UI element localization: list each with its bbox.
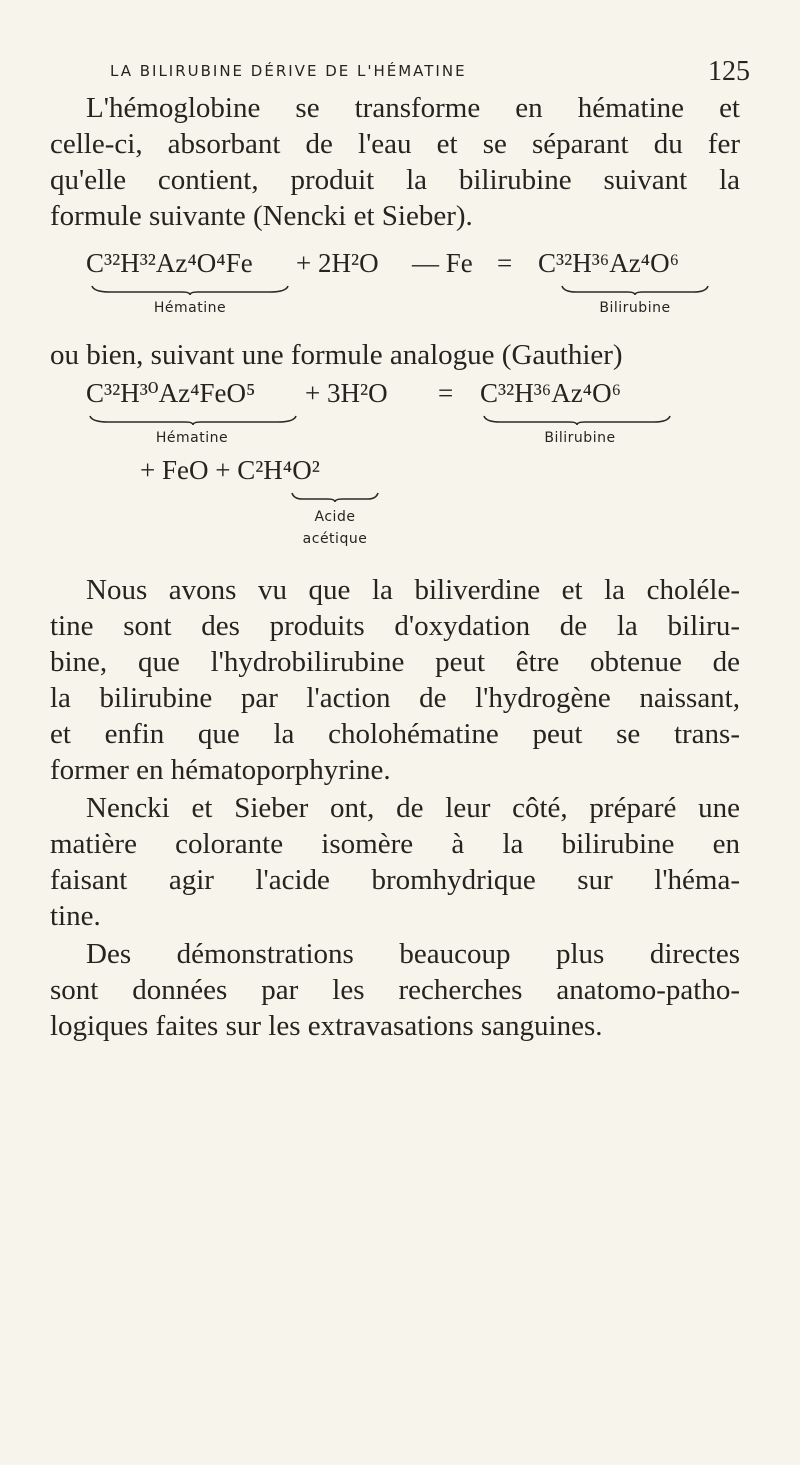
text-line: faisant agir l'acide bromhydrique sur l'héma- bbox=[50, 864, 740, 896]
text-line: sont données par les recherches anatomo-patho- bbox=[50, 974, 740, 1006]
label-hematine: Hématine bbox=[153, 300, 227, 316]
formula-water: + 2H²O bbox=[296, 248, 379, 278]
text-line: L'hémoglobine se transforme en hématine et bbox=[86, 92, 740, 124]
text-line: celle-ci, absorbant de l'eau et se séparant du fer bbox=[50, 128, 740, 160]
formula-bilirubine-2: C³²H³⁶Az⁴O⁶ bbox=[480, 378, 622, 408]
formula-hematine: C³²H³²Az⁴O⁴Fe bbox=[86, 248, 253, 278]
text-line: former en hématoporphyrine. bbox=[50, 754, 391, 786]
text-line: Nous avons vu que la biliverdine et la choléle- bbox=[86, 574, 740, 606]
text-line: et enfin que la cholohématine peut se trans- bbox=[50, 718, 740, 750]
text-line-gauthier: ou bien, suivant une formule analogue (Gauthier) bbox=[50, 339, 623, 371]
label-acetic: acétique bbox=[302, 531, 368, 547]
label-bilirubine-2: Bilirubine bbox=[544, 430, 616, 446]
underbrace-acid bbox=[290, 491, 380, 503]
underbrace-bilirubine-2 bbox=[482, 414, 672, 426]
formula-products: + FeO + C²H⁴O² bbox=[140, 455, 320, 485]
label-acid: Acide bbox=[314, 509, 356, 525]
label-bilirubine: Bilirubine bbox=[599, 300, 671, 316]
label-hematine-2: Hématine bbox=[155, 430, 229, 446]
text-line: formule suivante (Nencki et Sieber). bbox=[50, 200, 473, 232]
formula-equals-2: = bbox=[438, 378, 454, 408]
running-title: LA BILIRUBINE DÉRIVE DE L'HÉMATINE bbox=[110, 62, 467, 80]
text-line: la bilirubine par l'action de l'hydrogène naissant, bbox=[50, 682, 740, 714]
underbrace-hematine bbox=[90, 284, 290, 296]
text-line: qu'elle contient, produit la bilirubine suivant la bbox=[50, 164, 740, 196]
underbrace-bilirubine bbox=[560, 284, 710, 296]
text-line: tine sont des produits d'oxydation de la biliru- bbox=[50, 610, 740, 642]
text-line: logiques faites sur les extravasations sanguines. bbox=[50, 1010, 603, 1042]
underbrace-hematine-2 bbox=[88, 414, 298, 426]
text-line: Nencki et Sieber ont, de leur côté, préparé une bbox=[86, 792, 740, 824]
text-line: bine, que l'hydrobilirubine peut être obtenue de bbox=[50, 646, 740, 678]
formula-equals: = bbox=[497, 248, 513, 278]
formula-minus-iron: — Fe bbox=[412, 248, 473, 278]
text-line: matière colorante isomère à la bilirubine en bbox=[50, 828, 740, 860]
formula-bilirubine: C³²H³⁶Az⁴O⁶ bbox=[538, 248, 680, 278]
formula-hematine-2: C³²H³⁰Az⁴FeO⁵ bbox=[86, 378, 256, 408]
page-number: 125 bbox=[708, 56, 750, 87]
text-line: tine. bbox=[50, 900, 101, 932]
text-line: Des démonstrations beaucoup plus directes bbox=[86, 938, 740, 970]
formula-water-2: + 3H²O bbox=[305, 378, 388, 408]
